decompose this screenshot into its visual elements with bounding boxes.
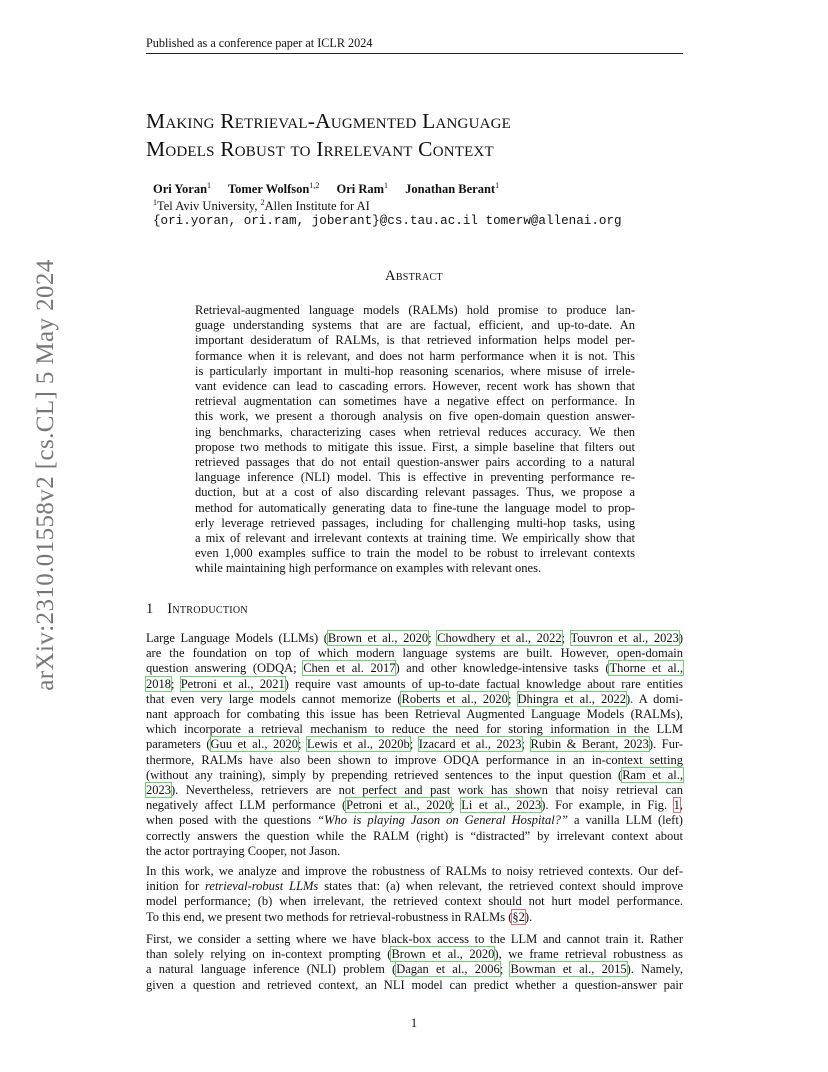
citation-link[interactable]: 2018 — [146, 676, 171, 691]
abstract-line: language inference (NLI) model. This is effective in preventing performance re- — [195, 470, 635, 485]
abstract-line: ing benchmarks, characterizing cases when retrieval reduces accuracy. We then — [195, 424, 635, 439]
arxiv-identifier: arXiv:2310.01558v2 [cs.CL] 5 May 2024 — [32, 259, 59, 691]
citation-link[interactable]: Brown et al., 2020 — [391, 947, 495, 962]
abstract-line: duction, but at a cost of also discarding relevant passages. Thus, we propose a — [195, 485, 635, 500]
author: Ori Ram$^1$ — [336, 181, 389, 197]
text-line: To this end, we present two methods for retrieval-robustness in RALMs (§2). — [146, 909, 533, 924]
abstract-line: method for automatically generating data to fine-tune the language model to prop- — [195, 500, 635, 515]
intro-paragraph-1 — [146, 631, 683, 859]
text-line: nant approach for combating this issue has been Retrieval Augmented Language Models (RALMs), — [146, 707, 683, 722]
text-line: Large Language Models (LLMs) (Brown et al., 2020; Chowdhery et al., 2022; Touvron et al., 2023) — [146, 631, 684, 645]
text-line: parameters (Guu et al., 2020; Lewis et al., 2020b; Izacard et al., 2023; Rubin & Berant, 2023). Fur- — [146, 737, 684, 752]
text-line: a natural language inference (NLI) problem (Dagan et al., 2006; Bowman et al., 2015). Namely, — [146, 962, 683, 977]
title-line-1: Making Retrieval-Augmented Language — [146, 109, 512, 133]
citation-link[interactable]: Brown et al., 2020 — [327, 631, 429, 645]
text-line: thermore, RALMs have also been shown to improve ODQA performance in an in-context setting — [146, 752, 683, 767]
section-number: 1 — [146, 601, 154, 617]
title-line-2: Models Robust to Irrelevant Context — [146, 137, 494, 161]
text-line: given a question and retrieved context, an NLI model can predict whether a question-answer pair — [146, 977, 683, 992]
citation-link[interactable]: Guu et al., 2020 — [210, 737, 298, 752]
author-list — [153, 181, 513, 197]
abstract-line: is particularly important in multi-hop reasoning scenarios, where misuse of irrele- — [195, 363, 635, 378]
text-line: the actor portraying Cooper, not Jason. — [146, 843, 341, 858]
citation-link[interactable]: Ram et al., — [622, 767, 683, 782]
intro-paragraph-2 — [146, 864, 683, 925]
text-line: First, we consider a setting where we have black-box access to the LLM and cannot train it. Rather — [146, 932, 683, 946]
text-line: are the foundation on top of which modern language systems are built. However, open-domain — [146, 646, 683, 661]
header-rule — [146, 53, 683, 54]
affiliations: $^1$Tel Aviv University, $^2$Allen Institute for AI — [153, 198, 370, 214]
citation-link[interactable]: Bowman et al., 2015 — [510, 962, 627, 977]
text-line: model performance; (b) when irrelevant, the retrieved context should not hurt model performance. — [146, 894, 683, 909]
citation-link[interactable]: Thorne et al., — [609, 661, 684, 676]
text-line: inition for retrieval-robust LLMs states that: (a) when relevant, the retrieved context should improve — [146, 879, 683, 894]
citation-link[interactable]: Chen et al. 2017 — [303, 661, 396, 676]
citation-link[interactable]: Dagan et al., 2006 — [396, 962, 500, 977]
section-ref-link[interactable]: §2 — [512, 909, 525, 924]
text-line: 2023). Nevertheless, retrievers are not perfect and past work has shown that noisy retrieval can — [146, 783, 683, 798]
text-line: when posed with the questions “Who is playing Jason on General Hospital?” a vanilla LLM (left) — [146, 813, 683, 828]
abstract-line: retrieval augmentation can sometimes have a negative effect on performance. In — [195, 394, 635, 409]
text-line: negatively affect LLM performance (Petroni et al., 2020; Li et al., 2023). For example, in Fig. 1, — [146, 798, 684, 813]
abstract-heading: Abstract — [385, 268, 443, 284]
citation-link[interactable]: Izacard et al., 2023 — [418, 737, 522, 752]
abstract-line: a mix of relevant and irrelevant contexts at training time. We empirically show that — [195, 531, 635, 546]
abstract-line: this work, we present a thorough analysis on five open-domain question answer- — [195, 409, 635, 424]
citation-link[interactable]: Lewis et al., 2020b — [307, 737, 410, 752]
text-line: In this work, we analyze and improve the robustness of RALMs to noisy retrieved contexts. Our def- — [146, 864, 683, 878]
text-line: that even very large models cannot memorize (Roberts et al., 2020; Dhingra et al., 2022). A domi- — [146, 691, 683, 706]
author: Jonathan Berant$^1$ — [405, 181, 500, 197]
abstract-line: formance when it is relevant, and does not harm performance when it is not. This — [195, 348, 635, 363]
abstract-body — [195, 303, 635, 577]
abstract-line: important desideratum of RALMs, is that retrieved information helps model per- — [195, 333, 635, 348]
citation-link[interactable]: Touvron et al., 2023 — [570, 631, 679, 645]
text-line: which incorporate a retrieval mechanism to reduce the need for storing information in the LLM — [146, 722, 683, 737]
citation-link[interactable]: Petroni et al., 2021 — [180, 676, 285, 691]
intro-paragraph-3 — [146, 932, 683, 993]
citation-link[interactable]: Chowdhery et al., 2022 — [437, 631, 562, 645]
author: Ori Yoran$^1$ — [153, 181, 212, 197]
running-header: Published as a conference paper at ICLR 2024 — [146, 36, 373, 50]
abstract-line: even 1,000 examples suffice to train the model to be robust to irrelevant contexts — [195, 546, 635, 561]
paper-title — [146, 107, 706, 163]
abstract-line: while maintaining high performance on examples with relevant ones. — [195, 561, 542, 576]
citation-link[interactable]: Rubin & Berant, 2023 — [530, 737, 649, 752]
text-line: correctly answers the question while the RALM (right) is “distracted” by irrelevant context about — [146, 828, 683, 843]
citation-link[interactable]: 2023 — [146, 783, 171, 798]
abstract-line: vant evidence can lead to cascading errors. However, recent work has shown that — [195, 379, 635, 394]
abstract-line: Retrieval-augmented language models (RALMs) hold promise to produce lan- — [195, 303, 635, 317]
citation-link[interactable]: Li et al., 2023 — [461, 798, 542, 813]
figure-ref-link[interactable]: 1 — [673, 798, 680, 813]
abstract-line: erly leverage retrieved passages, including for challenging multi-hop tasks, using — [195, 515, 635, 530]
page-number: 1 — [410, 1016, 418, 1030]
author: Tomer Wolfson$^{1,2}$ — [227, 181, 320, 197]
text-line: 2018; Petroni et al., 2021) require vast amounts of up-to-date factual knowledge about rare entities — [146, 676, 683, 691]
citation-link[interactable]: Roberts et al., 2020 — [401, 691, 508, 706]
section-heading — [146, 601, 248, 618]
text-line: question answering (ODQA; Chen et al. 2017) and other knowledge-intensive tasks (Thorne et al., — [146, 661, 684, 676]
citation-link[interactable]: Dhingra et al., 2022 — [517, 691, 627, 706]
abstract-line: guage understanding systems that are are factual, efficient, and up-to-date. An — [195, 318, 635, 333]
text-line: than solely relying on in-context prompting (Brown et al., 2020), we frame retrieval robustness as — [146, 947, 683, 962]
author-emails: {ori.yoran, ori.ram, joberant}@cs.tau.ac.il tomerw@allenai.org — [153, 214, 622, 228]
section-title: Introduction — [167, 601, 248, 617]
abstract-line: retrieved passages that do not entail question-answer pairs according to a natural — [195, 455, 635, 470]
text-line: (without any training), simply by prepending retrieved sentences to the input question (Ram et al., — [146, 767, 683, 782]
citation-link[interactable]: Petroni et al., 2020 — [346, 798, 452, 813]
abstract-line: propose two methods to mitigate this issue. First, a simple baseline that filters out — [195, 439, 635, 454]
